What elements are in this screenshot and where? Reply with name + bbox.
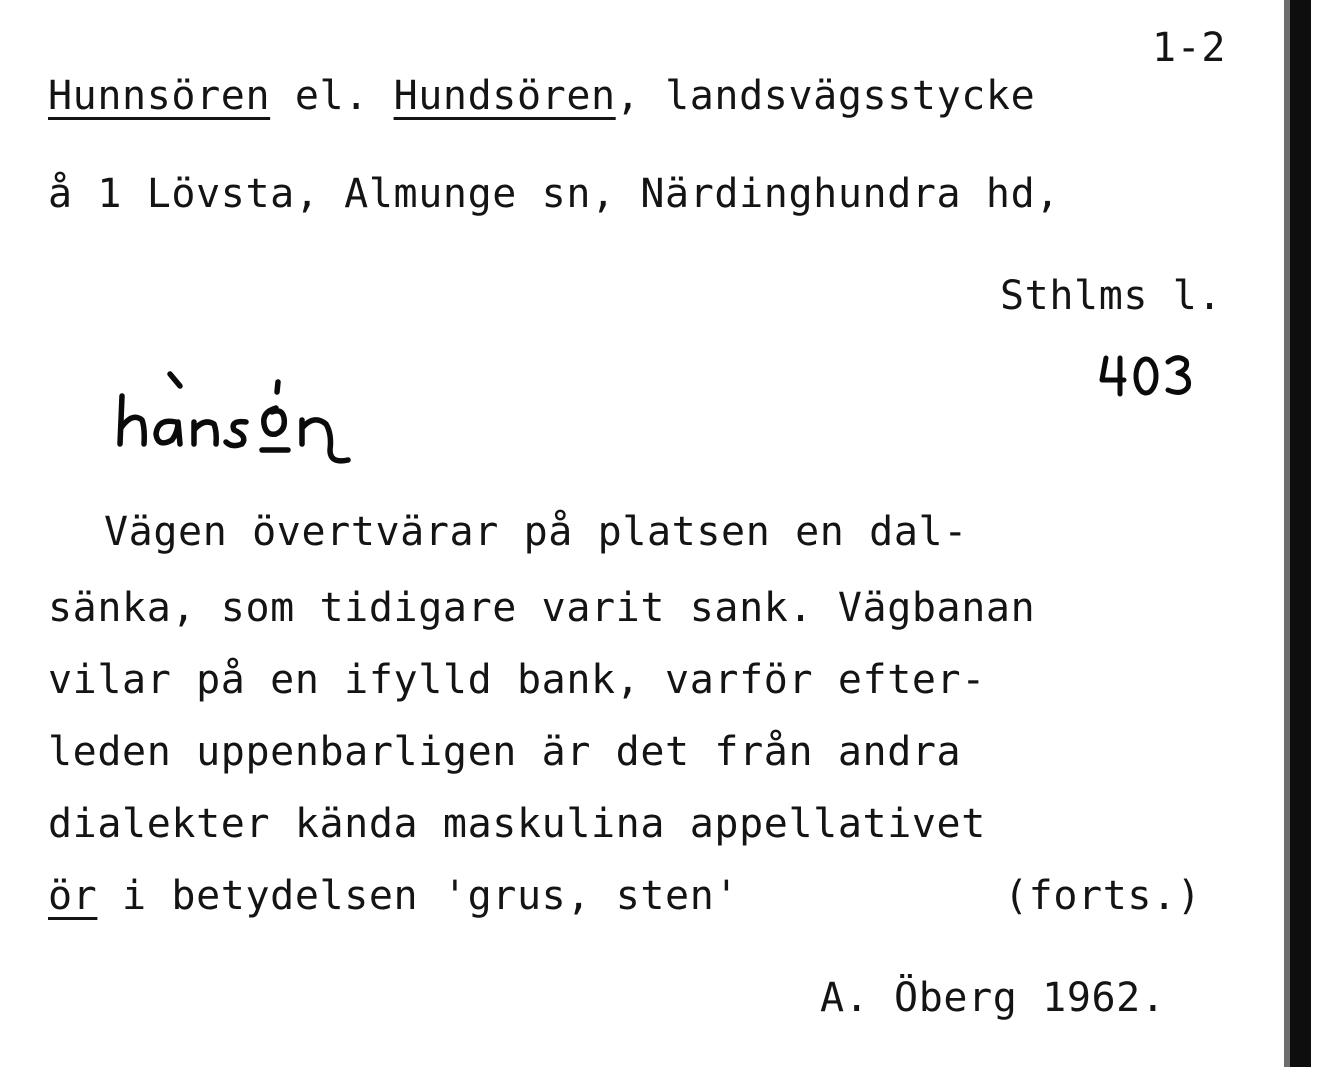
keyword-or: ör (48, 873, 98, 919)
body-line-1: Vägen övertvärar på platsen en dal- (104, 509, 968, 555)
body-line-3: vilar på en ifylld bank, varför efter- (48, 657, 986, 703)
body-line-4: leden uppenbarligen är det från andra (48, 729, 962, 775)
header-line-2: å 1 Lövsta, Almunge sn, Närdinghundra hd, (48, 171, 1060, 217)
place-name-connector: el. (270, 73, 394, 119)
header-line-3: Sthlms l. (1000, 273, 1223, 319)
card-edge (1290, 0, 1311, 1067)
card-number: 1-2 (1152, 25, 1227, 71)
handwritten-pronunciation (108, 362, 368, 472)
body-line-6-text: i betydelsen 'grus, sten' (97, 873, 740, 919)
body-line-5: dialekter kända maskulina appellativet (48, 801, 986, 847)
signature: A. Öberg 1962. (820, 975, 1166, 1021)
place-name-variant: Hundsören (393, 73, 616, 119)
body-line-2: sänka, som tidigare varit sank. Vägbanan (48, 585, 1036, 631)
body-line-6 (48, 872, 739, 920)
place-name-primary: Hunnsören (48, 73, 271, 119)
continued-marker: (forts.) (1004, 873, 1202, 919)
handwritten-number (1098, 350, 1198, 402)
header-line-1 (48, 72, 1035, 120)
place-type: , landsvägsstycke (615, 73, 1036, 119)
